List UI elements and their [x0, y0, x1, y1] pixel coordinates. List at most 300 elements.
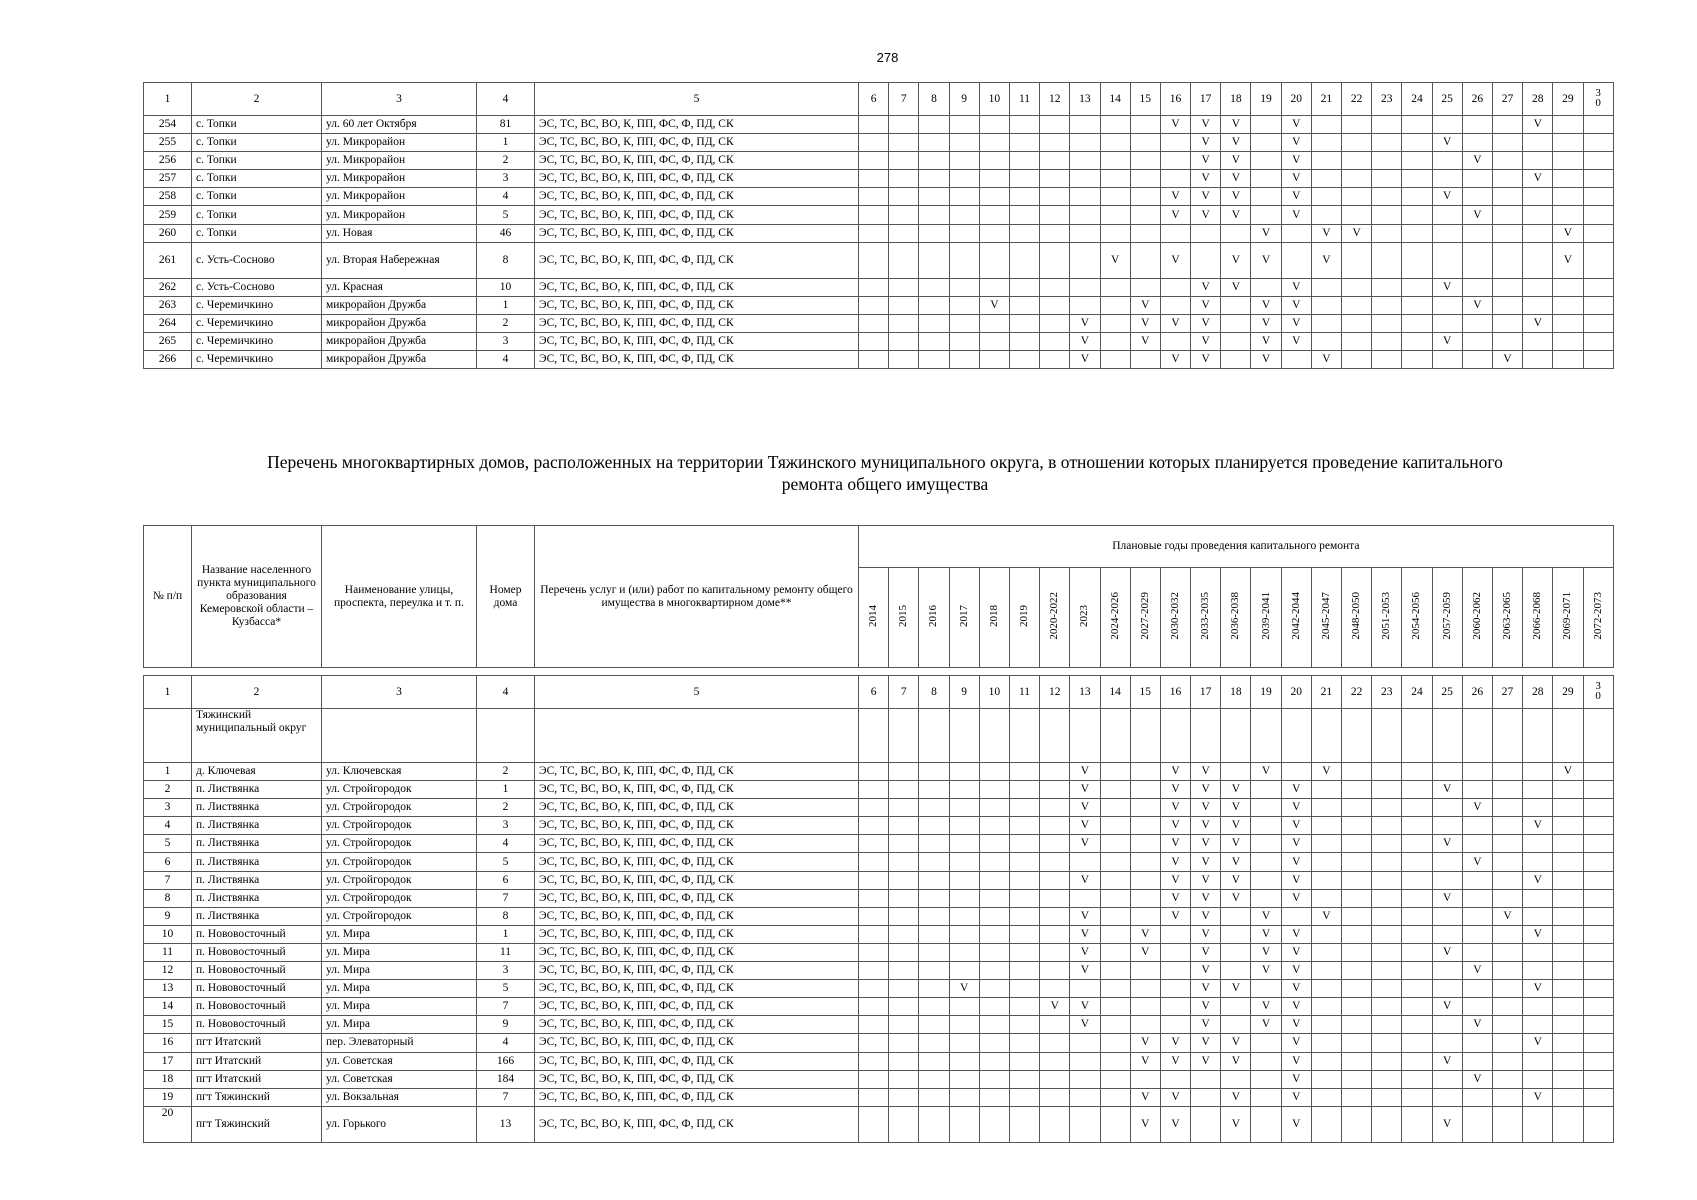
- year-mark-cell: [1583, 152, 1613, 170]
- year-mark-cell: V: [1070, 998, 1100, 1016]
- year-mark-cell: V: [1432, 278, 1462, 296]
- year-mark-cell: [1372, 188, 1402, 206]
- year-mark-cell: [919, 296, 949, 314]
- house-number: 3: [477, 170, 535, 188]
- header-year: 2016: [927, 604, 940, 627]
- settlement-name: с. Топки: [192, 224, 322, 242]
- year-mark-cell: V: [1160, 889, 1190, 907]
- year-mark-cell: [1040, 763, 1070, 781]
- year-mark-cell: [979, 152, 1009, 170]
- works-list: ЭС, ТС, ВС, ВО, К, ПП, ФС, Ф, ПД, СК: [535, 242, 859, 278]
- year-mark-cell: [979, 170, 1009, 188]
- year-mark-cell: [859, 296, 889, 314]
- year-mark-cell: [889, 332, 919, 350]
- year-mark-cell: [1402, 1016, 1432, 1034]
- year-mark-cell: [1251, 871, 1281, 889]
- year-mark-cell: V: [1553, 763, 1583, 781]
- year-mark-cell: [1070, 889, 1100, 907]
- house-number: 4: [477, 1034, 535, 1052]
- works-list: ЭС, ТС, ВС, ВО, К, ПП, ФС, Ф, ПД, СК: [535, 134, 859, 152]
- row-number: 14: [144, 998, 192, 1016]
- column-number: 3: [322, 83, 477, 116]
- year-mark-cell: V: [1160, 799, 1190, 817]
- column-number: 15: [1130, 676, 1160, 709]
- year-mark-cell: [949, 1034, 979, 1052]
- year-mark-cell: [1100, 998, 1130, 1016]
- year-mark-cell: [889, 314, 919, 332]
- works-list: ЭС, ТС, ВС, ВО, К, ПП, ФС, Ф, ПД, СК: [535, 206, 859, 224]
- year-mark-cell: V: [1130, 332, 1160, 350]
- settlement-name: пгт Тяжинский: [192, 1088, 322, 1106]
- year-mark-cell: [1342, 1088, 1372, 1106]
- year-mark-cell: [1100, 134, 1130, 152]
- year-mark-cell: [1402, 709, 1432, 763]
- year-mark-cell: [1372, 853, 1402, 871]
- street-name: ул. Стройгородок: [322, 871, 477, 889]
- year-mark-cell: V: [1281, 871, 1311, 889]
- year-mark-cell: [1070, 1034, 1100, 1052]
- year-mark-cell: [1009, 871, 1039, 889]
- settlement-name: п. Нововосточный: [192, 943, 322, 961]
- year-mark-cell: [979, 332, 1009, 350]
- street-name: ул. Стройгородок: [322, 853, 477, 871]
- year-mark-cell: [1523, 962, 1553, 980]
- year-mark-cell: [919, 835, 949, 853]
- house-number: 46: [477, 224, 535, 242]
- year-mark-cell: [889, 709, 919, 763]
- year-mark-cell: V: [1130, 314, 1160, 332]
- year-mark-cell: [1342, 980, 1372, 998]
- year-mark-cell: V: [1281, 1016, 1311, 1034]
- year-mark-cell: [1342, 116, 1372, 134]
- column-number: 25: [1432, 83, 1462, 116]
- street-name: ул. Мира: [322, 998, 477, 1016]
- year-mark-cell: [889, 1052, 919, 1070]
- year-mark-cell: [1130, 980, 1160, 998]
- header-year-cell: [1583, 568, 1613, 668]
- year-mark-cell: [1221, 962, 1251, 980]
- column-number: 26: [1462, 676, 1492, 709]
- year-mark-cell: [1553, 871, 1583, 889]
- year-mark-cell: [1221, 1016, 1251, 1034]
- year-mark-cell: [919, 152, 949, 170]
- year-mark-cell: [1342, 835, 1372, 853]
- year-mark-cell: [1492, 998, 1522, 1016]
- year-mark-cell: V: [1251, 943, 1281, 961]
- table-row: [144, 998, 1614, 1016]
- year-mark-cell: V: [1432, 1052, 1462, 1070]
- year-mark-cell: V: [1191, 1016, 1221, 1034]
- year-mark-cell: [889, 242, 919, 278]
- year-mark-cell: [1432, 1034, 1462, 1052]
- works-list: ЭС, ТС, ВС, ВО, К, ПП, ФС, Ф, ПД, СК: [535, 332, 859, 350]
- year-mark-cell: [1523, 296, 1553, 314]
- year-mark-cell: V: [1221, 871, 1251, 889]
- year-mark-cell: [979, 1088, 1009, 1106]
- row-number: 2: [144, 781, 192, 799]
- year-mark-cell: [1372, 351, 1402, 369]
- year-mark-cell: [1191, 1088, 1221, 1106]
- year-mark-cell: [1191, 1106, 1221, 1142]
- table-row: [144, 170, 1614, 188]
- year-mark-cell: [1523, 278, 1553, 296]
- works-list: ЭС, ТС, ВС, ВО, К, ПП, ФС, Ф, ПД, СК: [535, 943, 859, 961]
- year-mark-cell: V: [1221, 1106, 1251, 1142]
- house-number: 5: [477, 853, 535, 871]
- row-number: 1: [144, 763, 192, 781]
- year-mark-cell: [889, 781, 919, 799]
- year-mark-cell: [1100, 925, 1130, 943]
- year-mark-cell: [1009, 998, 1039, 1016]
- year-mark-cell: [1342, 853, 1372, 871]
- year-mark-cell: V: [1191, 152, 1221, 170]
- year-mark-cell: V: [1070, 817, 1100, 835]
- year-mark-cell: [1523, 1106, 1553, 1142]
- table-row: [144, 206, 1614, 224]
- year-mark-cell: [949, 998, 979, 1016]
- header-year: 2018: [987, 604, 1000, 627]
- year-mark-cell: V: [1070, 781, 1100, 799]
- year-mark-cell: [1160, 278, 1190, 296]
- table-row: [144, 242, 1614, 278]
- year-mark-cell: [1251, 1034, 1281, 1052]
- column-number: 23: [1372, 83, 1402, 116]
- settlement-name: пгт Итатский: [192, 1052, 322, 1070]
- settlement-name: с. Черемичкино: [192, 351, 322, 369]
- year-mark-cell: [1009, 962, 1039, 980]
- house-number: 2: [477, 314, 535, 332]
- house-number: 9: [477, 1016, 535, 1034]
- year-mark-cell: [1523, 1070, 1553, 1088]
- year-mark-cell: V: [1130, 1106, 1160, 1142]
- year-mark-cell: [1492, 242, 1522, 278]
- year-mark-cell: [1251, 152, 1281, 170]
- year-mark-cell: [859, 835, 889, 853]
- house-number: 3: [477, 817, 535, 835]
- year-mark-cell: V: [1221, 170, 1251, 188]
- year-mark-cell: V: [1523, 871, 1553, 889]
- year-mark-cell: [1523, 1016, 1553, 1034]
- year-mark-cell: [949, 835, 979, 853]
- year-mark-cell: [1492, 332, 1522, 350]
- year-mark-cell: [949, 907, 979, 925]
- year-mark-cell: V: [1492, 351, 1522, 369]
- year-mark-cell: [1492, 853, 1522, 871]
- year-mark-cell: [1100, 332, 1130, 350]
- year-mark-cell: [949, 925, 979, 943]
- year-mark-cell: [979, 709, 1009, 763]
- year-mark-cell: [1553, 781, 1583, 799]
- year-mark-cell: [1402, 907, 1432, 925]
- header-year: 2057-2059: [1440, 591, 1453, 640]
- year-mark-cell: [1583, 134, 1613, 152]
- year-mark-cell: [1311, 998, 1341, 1016]
- year-mark-cell: [1160, 943, 1190, 961]
- year-mark-cell: [1462, 224, 1492, 242]
- column-number: 1: [144, 83, 192, 116]
- column-number: 2: [192, 676, 322, 709]
- works-list: ЭС, ТС, ВС, ВО, К, ПП, ФС, Ф, ПД, СК: [535, 152, 859, 170]
- year-mark-cell: [1342, 152, 1372, 170]
- year-mark-cell: V: [1160, 781, 1190, 799]
- settlement-name: пгт Тяжинский: [192, 1106, 322, 1142]
- year-mark-cell: [1100, 170, 1130, 188]
- table-row: [144, 763, 1614, 781]
- year-mark-cell: [1432, 206, 1462, 224]
- year-mark-cell: [1311, 709, 1341, 763]
- year-mark-cell: V: [1221, 781, 1251, 799]
- year-mark-cell: [1070, 1088, 1100, 1106]
- year-mark-cell: [949, 889, 979, 907]
- year-mark-cell: V: [1523, 925, 1553, 943]
- street-name: ул. Микрорайон: [322, 134, 477, 152]
- column-number: 25: [1432, 676, 1462, 709]
- year-mark-cell: [1009, 296, 1039, 314]
- year-mark-cell: [859, 206, 889, 224]
- year-mark-cell: [1009, 206, 1039, 224]
- year-mark-cell: [1402, 799, 1432, 817]
- year-mark-cell: [1130, 799, 1160, 817]
- year-mark-cell: [949, 1070, 979, 1088]
- year-mark-cell: [1009, 170, 1039, 188]
- year-mark-cell: [1553, 152, 1583, 170]
- year-mark-cell: [1040, 1034, 1070, 1052]
- column-number: 29: [1553, 676, 1583, 709]
- year-mark-cell: V: [1191, 817, 1221, 835]
- year-mark-cell: [1251, 1070, 1281, 1088]
- year-mark-cell: [1040, 1070, 1070, 1088]
- header-year: 2024-2026: [1108, 591, 1121, 640]
- year-mark-cell: [1040, 116, 1070, 134]
- year-mark-cell: [979, 1034, 1009, 1052]
- row-number: 10: [144, 925, 192, 943]
- year-mark-cell: [1191, 242, 1221, 278]
- year-mark-cell: [1583, 1016, 1613, 1034]
- year-mark-cell: [889, 925, 919, 943]
- year-mark-cell: [919, 188, 949, 206]
- year-mark-cell: [1311, 332, 1341, 350]
- works-list: ЭС, ТС, ВС, ВО, К, ПП, ФС, Ф, ПД, СК: [535, 799, 859, 817]
- year-mark-cell: [1191, 709, 1221, 763]
- column-number: 12: [1040, 83, 1070, 116]
- year-mark-cell: [1342, 332, 1372, 350]
- year-mark-cell: [1070, 1070, 1100, 1088]
- year-mark-cell: [949, 799, 979, 817]
- table-row: [144, 907, 1614, 925]
- column-number-30: 3 0: [1595, 680, 1601, 702]
- year-mark-cell: V: [1281, 889, 1311, 907]
- year-mark-cell: V: [1191, 799, 1221, 817]
- year-mark-cell: [889, 763, 919, 781]
- year-mark-cell: [1402, 152, 1432, 170]
- year-mark-cell: V: [1251, 314, 1281, 332]
- year-mark-cell: [1311, 314, 1341, 332]
- year-mark-cell: V: [1191, 351, 1221, 369]
- header-year-cell: [1311, 568, 1341, 668]
- year-mark-cell: V: [1191, 332, 1221, 350]
- header-year-cell: [889, 568, 919, 668]
- header-years-title: Плановые годы проведения капитального ремонта: [859, 526, 1614, 568]
- year-mark-cell: [1040, 835, 1070, 853]
- year-mark-cell: [1191, 1070, 1221, 1088]
- year-mark-cell: [1100, 962, 1130, 980]
- year-mark-cell: [1009, 314, 1039, 332]
- year-mark-cell: [1553, 799, 1583, 817]
- row-number: 19: [144, 1088, 192, 1106]
- year-mark-cell: [1040, 853, 1070, 871]
- year-mark-cell: [919, 907, 949, 925]
- settlement-name: с. Топки: [192, 188, 322, 206]
- column-number: 18: [1221, 676, 1251, 709]
- year-mark-cell: [1009, 1016, 1039, 1034]
- page-number: 278: [876, 50, 899, 65]
- column-number: 24: [1402, 676, 1432, 709]
- house-number: 13: [477, 1106, 535, 1142]
- year-mark-cell: [919, 170, 949, 188]
- header-year: 2072-2073: [1591, 591, 1604, 640]
- column-number: 20: [1281, 83, 1311, 116]
- header-year: 2014: [867, 604, 880, 627]
- year-mark-cell: [1523, 907, 1553, 925]
- year-mark-cell: [1342, 998, 1372, 1016]
- header-year: 2045-2047: [1319, 591, 1332, 640]
- works-list: ЭС, ТС, ВС, ВО, К, ПП, ФС, Ф, ПД, СК: [535, 1070, 859, 1088]
- year-mark-cell: [979, 907, 1009, 925]
- year-mark-cell: [1191, 224, 1221, 242]
- year-mark-cell: [1130, 817, 1160, 835]
- house-number: 8: [477, 907, 535, 925]
- year-mark-cell: [1100, 188, 1130, 206]
- year-mark-cell: V: [1191, 1052, 1221, 1070]
- year-mark-cell: V: [1432, 998, 1462, 1016]
- year-mark-cell: [1130, 242, 1160, 278]
- year-mark-cell: [1221, 224, 1251, 242]
- year-mark-cell: [859, 116, 889, 134]
- year-mark-cell: [1372, 781, 1402, 799]
- year-mark-cell: [1130, 1070, 1160, 1088]
- year-mark-cell: [1402, 1070, 1432, 1088]
- year-mark-cell: V: [1523, 116, 1553, 134]
- header-year-cell: [1462, 568, 1492, 668]
- year-mark-cell: V: [1160, 188, 1190, 206]
- year-mark-cell: [919, 1088, 949, 1106]
- year-mark-cell: [1070, 206, 1100, 224]
- year-mark-cell: [859, 709, 889, 763]
- year-mark-cell: [919, 314, 949, 332]
- year-mark-cell: [1523, 943, 1553, 961]
- header-year-cell: [1130, 568, 1160, 668]
- year-mark-cell: V: [1523, 1088, 1553, 1106]
- year-mark-cell: [1583, 242, 1613, 278]
- house-number: 1: [477, 925, 535, 943]
- year-mark-cell: [889, 871, 919, 889]
- house-number: 5: [477, 206, 535, 224]
- year-mark-cell: [919, 763, 949, 781]
- year-mark-cell: [1402, 296, 1432, 314]
- year-mark-cell: [1009, 116, 1039, 134]
- year-mark-cell: [1070, 980, 1100, 998]
- year-mark-cell: [1553, 278, 1583, 296]
- column-number: 8: [919, 83, 949, 116]
- year-mark-cell: [1402, 889, 1432, 907]
- year-mark-cell: [1342, 351, 1372, 369]
- year-mark-cell: V: [1221, 152, 1251, 170]
- year-mark-cell: [1221, 943, 1251, 961]
- year-mark-cell: [1402, 781, 1432, 799]
- header-year: 2060-2062: [1470, 591, 1483, 640]
- year-mark-cell: [1342, 962, 1372, 980]
- year-mark-cell: [1070, 709, 1100, 763]
- year-mark-cell: V: [1281, 152, 1311, 170]
- year-mark-cell: [1492, 296, 1522, 314]
- year-mark-cell: [1492, 188, 1522, 206]
- year-mark-cell: [1432, 799, 1462, 817]
- year-mark-cell: [919, 943, 949, 961]
- year-mark-cell: V: [1160, 351, 1190, 369]
- table-row: [144, 116, 1614, 134]
- year-mark-cell: [889, 835, 919, 853]
- column-number-row: [144, 83, 1614, 116]
- year-mark-cell: [1492, 943, 1522, 961]
- year-mark-cell: [889, 224, 919, 242]
- column-number: 9: [949, 83, 979, 116]
- year-mark-cell: [1583, 314, 1613, 332]
- year-mark-cell: [919, 1106, 949, 1142]
- year-mark-cell: [1492, 925, 1522, 943]
- year-mark-cell: V: [1160, 853, 1190, 871]
- column-number-30: 3 0: [1595, 87, 1601, 109]
- year-mark-cell: V: [1191, 962, 1221, 980]
- table-row: [144, 853, 1614, 871]
- works-list: ЭС, ТС, ВС, ВО, К, ПП, ФС, Ф, ПД, СК: [535, 907, 859, 925]
- year-mark-cell: V: [1160, 907, 1190, 925]
- year-mark-cell: V: [1281, 1106, 1311, 1142]
- year-mark-cell: [1009, 781, 1039, 799]
- year-mark-cell: [1462, 1034, 1492, 1052]
- year-mark-cell: [919, 817, 949, 835]
- year-mark-cell: [949, 871, 979, 889]
- year-mark-cell: [1009, 980, 1039, 998]
- column-number: 16: [1160, 83, 1190, 116]
- year-mark-cell: [889, 998, 919, 1016]
- year-mark-cell: [889, 1088, 919, 1106]
- year-mark-cell: [859, 853, 889, 871]
- year-mark-cell: [1130, 152, 1160, 170]
- year-mark-cell: [1402, 835, 1432, 853]
- header-year-cell: [949, 568, 979, 668]
- year-mark-cell: V: [1281, 278, 1311, 296]
- year-mark-cell: [1402, 1106, 1432, 1142]
- year-mark-cell: [1100, 278, 1130, 296]
- header-year: 2042-2044: [1289, 591, 1302, 640]
- year-mark-cell: [919, 1016, 949, 1034]
- street-name: ул. Мира: [322, 943, 477, 961]
- year-mark-cell: [1523, 799, 1553, 817]
- year-mark-cell: [949, 962, 979, 980]
- year-mark-cell: [1040, 1052, 1070, 1070]
- year-mark-cell: [1402, 763, 1432, 781]
- year-mark-cell: [1553, 296, 1583, 314]
- street-name: микрорайон Дружба: [322, 351, 477, 369]
- year-mark-cell: [1553, 889, 1583, 907]
- year-mark-cell: [1160, 224, 1190, 242]
- year-mark-cell: [1040, 799, 1070, 817]
- year-mark-cell: [859, 763, 889, 781]
- year-mark-cell: [1402, 242, 1432, 278]
- year-mark-cell: [1130, 134, 1160, 152]
- year-mark-cell: [979, 943, 1009, 961]
- street-name: ул. Мира: [322, 1016, 477, 1034]
